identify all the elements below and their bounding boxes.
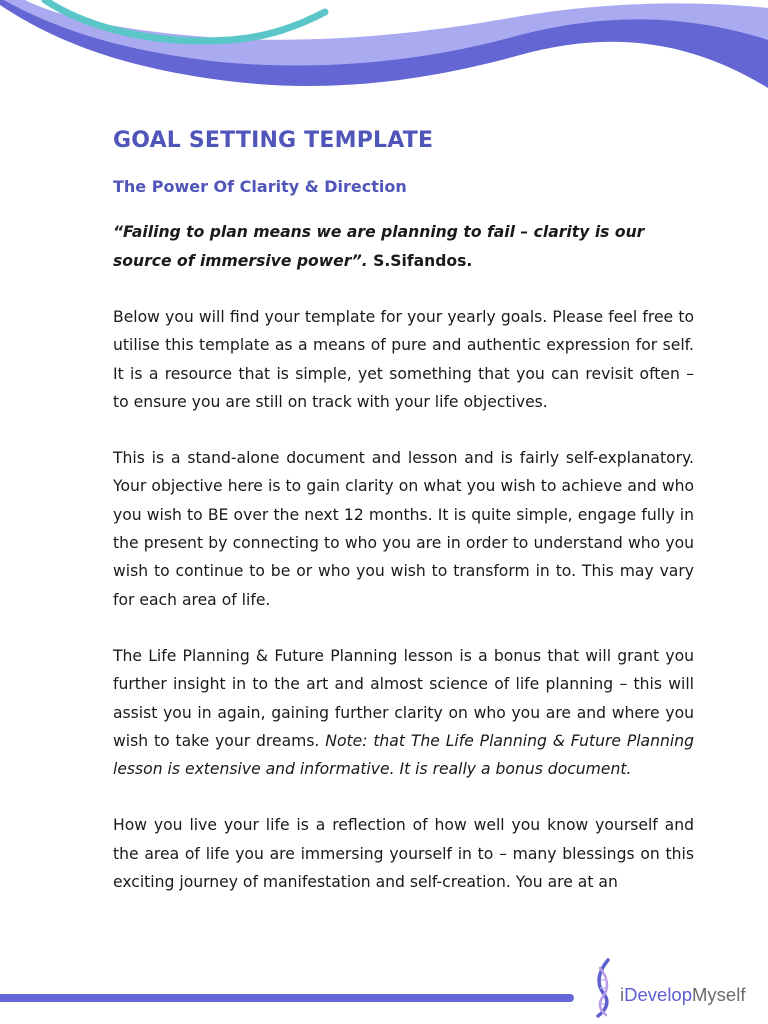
- brand-name: [620, 984, 745, 1006]
- quote: [113, 218, 694, 275]
- dna-helix-icon: [590, 958, 620, 1018]
- paragraph-3-text: The Life Planning & Future Planning lesson is a bonus that will grant you further insight in to the art and almost science of life planning – this will assist you in again, gaining further clarity on who you are and where you wish to take your dreams.: [113, 646, 694, 750]
- paragraph-2: This is a stand-alone document and lesson and is fairly self-explanatory. Your objective here is to gain clarity on what you wish to achieve and who you wish to BE over the next 12 months. It is quite simple, engage fully in the present by connecting to who you are in order to understand who you wish to continue to be or who you wish to transform in to. This may vary for each area of life.: [113, 449, 694, 609]
- brand-prefix: i: [620, 984, 625, 1005]
- header-wave-decoration: [0, 0, 768, 110]
- paragraph-4: How you live your life is a reflection of how well you know yourself and the area of life you are immersing yourself in to – many blessings on this exciting journey of manifestation and self-creation. You are at an: [113, 816, 694, 892]
- brand-logo: [590, 958, 765, 1018]
- brand-suffix: Myself: [692, 984, 746, 1005]
- paragraph-1: Below you will find your template for your yearly goals. Please feel free to utilise this template as a means of pure and authentic expression for self. It is a resource that is simple, yet something that you can revisit often – to ensure you are still on track with your life objectives.: [113, 308, 694, 411]
- paragraph-3: [113, 642, 694, 783]
- brand-highlight: Develop: [624, 984, 693, 1005]
- document-body: [113, 128, 694, 896]
- page-title: GOAL SETTING TEMPLATE: [113, 128, 434, 153]
- footer-divider: [0, 994, 574, 1002]
- paragraph-3-note: Note: that The Life Planning & Future Planning lesson is extensive and informative. It is really a bonus document.: [113, 731, 694, 779]
- quote-author: S.Sifandos.: [373, 251, 473, 270]
- page-subtitle: The Power Of Clarity & Direction: [113, 177, 407, 196]
- quote-text: “Failing to plan means we are planning to fail – clarity is our source of immersive power”.: [113, 223, 645, 270]
